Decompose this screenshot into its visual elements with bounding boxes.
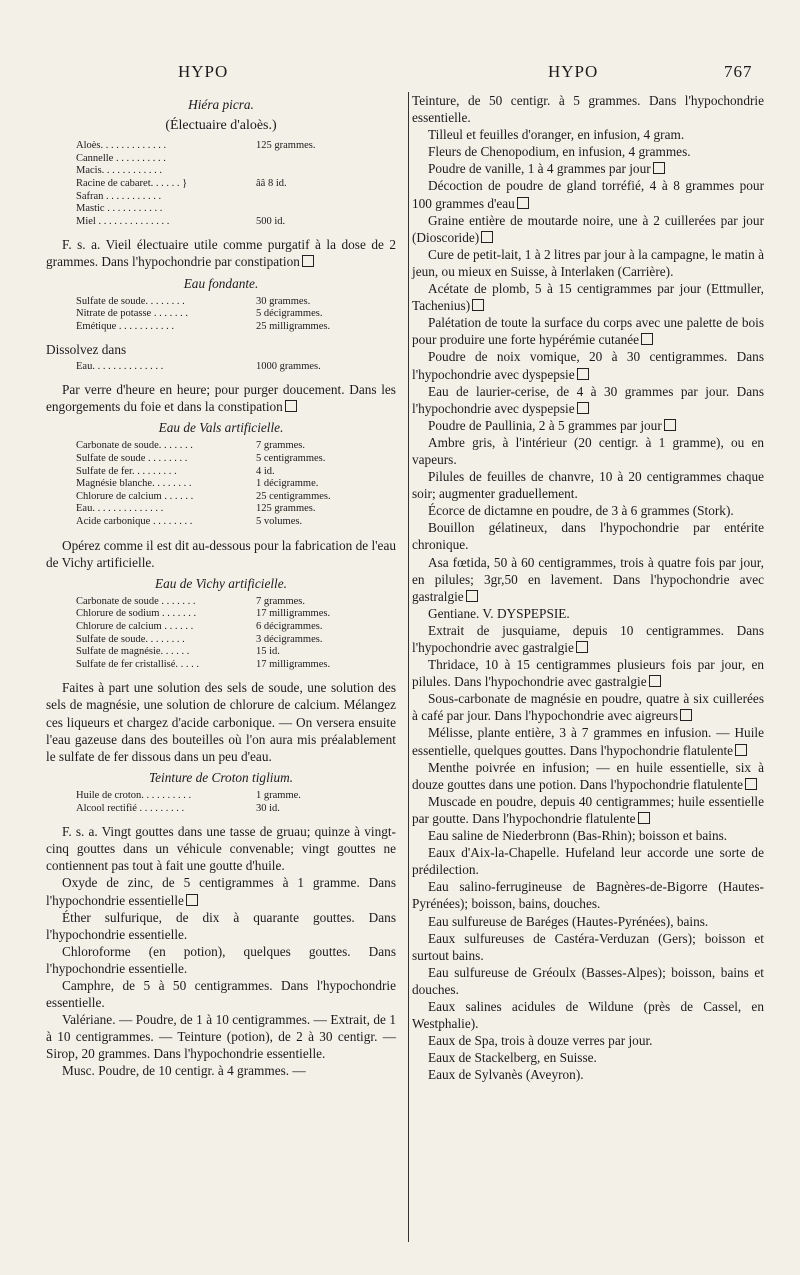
hiera-text-body: F. s. a. Vieil électuaire utile comme purgatif à la dose de 2 grammes. Dans l'hypochondrie par constipation (46, 237, 396, 270)
remedy-text: Extrait de jusquiame, depuis 10 centigrammes. Dans l'hypochondrie avec gastralgie (412, 622, 764, 655)
remedy-paragraph (412, 314, 764, 348)
remedy-text: Palétation de toute la surface du corps avec une palette de bois pour produire une forte hypérémie cutanée (412, 315, 764, 348)
remedy-text: Écorce de dictamne en poudre, de 3 à 6 grammes (Stork). (428, 503, 734, 519)
recipe-row (76, 178, 396, 191)
remedy-paragraph (412, 827, 764, 844)
plus-box-icon (517, 197, 529, 209)
ingredient-quantity: 15 id. (256, 646, 280, 658)
remedy-paragraph (412, 246, 764, 280)
remedy-text: Gentiane. V. DYSPEPSIE. (428, 605, 570, 621)
vichy-recipe (76, 596, 396, 672)
recipe-row (76, 216, 396, 229)
ingredient-quantity: 6 décigrammes. (256, 621, 323, 632)
ingredient-name: Carbonate de soude . . . . . . . (76, 595, 196, 607)
croton-text: F. s. a. Vingt gouttes dans une tasse de gruau; quinze à vingt-cinq gouttes dans un véhicule convenable; vingt gouttes ne contiennent pas tout à fait une goutte d'huile. (46, 824, 396, 874)
remedy-text: Eaux de Sylvanès (Aveyron). (428, 1067, 584, 1083)
remedy-text: Acétate de plomb, 5 à 15 centigrammes par jour (Ettmuller, Tachenius) (412, 281, 764, 314)
ingredient-quantity: 125 grammes. (256, 140, 316, 152)
remedy-text: Eau sulfureuse de Baréges (Hautes-Pyrénées), bains. (428, 913, 709, 929)
recipe-row (76, 503, 396, 516)
recipe-row (76, 321, 396, 334)
recipe-row (76, 165, 396, 178)
eau-line (76, 361, 396, 374)
remedy-text: Eaux d'Aix-la-Chapelle. Hufeland leur accorde une sorte de prédilection. (412, 845, 764, 878)
remedy-paragraph (412, 554, 764, 605)
recipe-row (76, 478, 396, 491)
ingredient-quantity: 5 volumes. (256, 515, 303, 527)
camphre-text: Camphre, de 5 à 50 centigrammes. Dans l'hypochondrie essentielle. (46, 977, 396, 1011)
right-column (398, 92, 764, 1083)
remedy-paragraph (412, 622, 764, 656)
ingredient-name: Macis. . . . . . . . . . . . (76, 165, 163, 177)
remedy-text: Bouillon gélatineux, dans l'hypochondrie par entérite chronique. (412, 520, 764, 553)
plus-box-icon (577, 368, 589, 380)
recipe-row (76, 296, 396, 309)
ingredient-name: Eau. . . . . . . . . . . . . . (76, 360, 164, 372)
ingredient-quantity (256, 203, 376, 216)
running-header (0, 62, 800, 86)
remedy-paragraph (412, 92, 764, 126)
ingredient-quantity: 17 milligrammes. (256, 658, 331, 670)
remedy-paragraph (412, 1066, 764, 1083)
recipe-row (76, 140, 396, 153)
remedy-paragraph (412, 878, 764, 912)
ingredient-quantity: 25 centigrammes. (256, 490, 331, 502)
remedy-text: Thridace, 10 à 15 centigrammes plusieurs fois par jour, en pilules. Dans l'hypochondrie avec gastralgie (412, 657, 764, 690)
remedy-paragraph (412, 126, 764, 143)
ingredient-name: Alcool rectifié . . . . . . . . . (76, 802, 185, 814)
remedy-paragraph (412, 502, 764, 519)
ingredient-name: Cannelle . . . . . . . . . . (76, 152, 166, 164)
recipe-row (76, 491, 396, 504)
remedy-paragraph (412, 964, 764, 998)
recipe-row (76, 466, 396, 479)
fondante-recipe (76, 296, 396, 334)
remedy-text: Poudre de Paullinia, 2 à 5 grammes par jour (428, 417, 662, 433)
ingredient-name: Sulfate de soude . . . . . . . . (76, 452, 188, 464)
recipe-row (76, 790, 396, 803)
remedy-paragraph (412, 1049, 764, 1066)
remedy-paragraph (412, 280, 764, 314)
remedy-text: Muscade en poudre, depuis 40 centigrammes; huile essentielle par goutte. Dans l'hypochondrie flatulente (412, 793, 764, 826)
recipe-row (76, 634, 396, 647)
remedy-text: Fleurs de Chenopodium, en infusion, 4 grammes. (428, 144, 691, 160)
plus-box-icon (649, 675, 661, 687)
page-number: 767 (724, 62, 753, 81)
left-column (46, 92, 396, 1080)
remedy-text: Décoction de poudre de gland torréfié, 4 à 8 grammes pour 100 grammes d'eau (412, 178, 764, 211)
musc-text: Musc. Poudre, de 10 centigr. à 4 grammes. — (62, 1063, 306, 1079)
ingredient-quantity: 7 grammes. (256, 440, 305, 452)
ingredient-name: Nitrate de potasse . . . . . . . (76, 308, 188, 320)
plus-box-icon (285, 400, 297, 412)
chloroforme-text: Chloroforme (en potion), quelques gouttes. Dans l'hypochondrie essentielle. (46, 943, 396, 976)
remedy-paragraph (412, 160, 764, 177)
fondante-text (46, 381, 396, 415)
plus-box-icon (745, 778, 757, 790)
ingredient-quantity: 1 décigramme. (256, 478, 319, 490)
vals-title: Eau de Vals artificielle. (158, 420, 284, 436)
ingredient-quantity: 5 décigrammes. (256, 308, 323, 320)
ingredient-quantity (256, 153, 376, 166)
recipe-row (76, 659, 396, 672)
ingredient-name: Sulfate de soude. . . . . . . . (76, 295, 185, 307)
recipe-row (76, 191, 396, 204)
croton-recipe (76, 790, 396, 815)
remedy-text: Cure de petit-lait, 1 à 2 litres par jour à la campagne, le matin à jeun, ou mieux en Suisse, à Interlaken (Carrière). (412, 246, 764, 279)
plus-box-icon (472, 299, 484, 311)
plus-box-icon (302, 255, 314, 267)
remedy-text: Poudre de vanille, 1 à 4 grammes par jour (428, 161, 651, 177)
ingredient-quantity: 4 id. (256, 465, 275, 477)
remedy-paragraph (412, 143, 764, 160)
ingredient-name: Racine de cabaret. . . . . . } (76, 177, 188, 189)
remedy-paragraph (412, 383, 764, 417)
ingredient-name: Safran . . . . . . . . . . . (76, 190, 162, 202)
plus-box-icon (466, 590, 478, 602)
plus-box-icon (481, 231, 493, 243)
plus-box-icon (577, 402, 589, 414)
plus-box-icon (653, 162, 665, 174)
remedy-text: Eau sulfureuse de Gréoulx (Basses-Alpes); boisson, bains et douches. (412, 964, 764, 997)
plus-box-icon (664, 419, 676, 431)
ingredient-quantity (256, 191, 376, 204)
croton-title: Teinture de Croton tiglium. (148, 769, 294, 785)
ingredient-quantity: 5 centigrammes. (256, 452, 326, 464)
ingredient-name: Émétique . . . . . . . . . . . (76, 320, 174, 332)
right-paragraphs (398, 92, 764, 1083)
valeriane-text: Valériane. — Poudre, de 1 à 10 centigrammes. — Extrait, de 1 à 10 centigrammes. — Teinture (potion), de 2 à 30 centigr. — Sirop, 20 grammes. Dans l'hypochondrie essentielle. (46, 1012, 396, 1062)
ingredient-quantity (256, 165, 376, 178)
remedy-text: Graine entière de moutarde noire, une à 2 cuillerées par jour (Dioscoride) (412, 212, 764, 245)
recipe-row (76, 308, 396, 321)
ingredient-name: Carbonate de soude. . . . . . . (76, 440, 193, 452)
recipe-row (76, 608, 396, 621)
remedy-paragraph (412, 434, 764, 468)
remedy-paragraph (412, 1032, 764, 1049)
recipe-row (76, 453, 396, 466)
ingredient-name: Chlorure de sodium . . . . . . . (76, 608, 197, 620)
remedy-paragraph (412, 417, 764, 434)
ingredient-quantity: 1 gramme. (256, 789, 301, 801)
recipe-row (76, 803, 396, 816)
ingredient-name: Sulfate de magnésie. . . . . . (76, 646, 190, 658)
plus-box-icon (576, 641, 588, 653)
remedy-paragraph (412, 793, 764, 827)
plus-box-icon (638, 812, 650, 824)
vichy-title: Eau de Vichy artificielle. (155, 575, 287, 591)
recipe-row (76, 440, 396, 453)
remedy-text: Eaux de Spa, trois à douze verres par jour. (428, 1033, 653, 1049)
remedy-paragraph (412, 177, 764, 211)
ingredient-name: Acide carbonique . . . . . . . . (76, 515, 193, 527)
recipe-row (76, 153, 396, 166)
header-right-title: HYPO (548, 62, 599, 81)
recipe-row (76, 361, 396, 374)
ingredient-quantity: 25 milligrammes. (256, 320, 331, 332)
ingredient-quantity: 7 grammes. (256, 595, 305, 607)
recipe-row (76, 203, 396, 216)
remedy-paragraph (412, 656, 764, 690)
remedy-text: Eaux de Stackelberg, en Suisse. (428, 1050, 597, 1066)
ingredient-quantity: 500 id. (256, 215, 286, 227)
remedy-text: Poudre de noix vomique, 20 à 30 centigrammes. Dans l'hypochondrie avec dyspepsie (412, 349, 764, 382)
hiera-text (46, 236, 396, 270)
fondante-text-body: Par verre d'heure en heure; pour purger doucement. Dans les engorgements du foie et dans la constipation (46, 382, 396, 415)
ingredient-name: Sulfate de soude. . . . . . . . (76, 633, 185, 645)
plus-box-icon (735, 744, 747, 756)
vals-recipe (76, 440, 396, 528)
remedy-text: Eau saline de Niederbronn (Bas-Rhin); boisson et bains. (428, 828, 728, 844)
ingredient-name: Miel . . . . . . . . . . . . . . (76, 215, 170, 227)
remedy-paragraph (412, 913, 764, 930)
remedy-text: Eaux sulfureuses de Castéra-Verduzan (Gers); boisson et surtout bains. (412, 930, 764, 963)
remedy-paragraph (412, 348, 764, 382)
remedy-text: Ambre gris, à l'intérieur (20 centigr. à 1 gramme), ou en vapeurs. (412, 434, 764, 467)
ingredient-quantity: 30 grammes. (256, 295, 311, 307)
ingredient-name: Chlorure de calcium . . . . . . (76, 490, 194, 502)
remedy-text: Eau de laurier-cerise, de 4 à 30 grammes par jour. Dans l'hypochondrie avec dyspepsie (412, 383, 764, 416)
remedy-text: Sous-carbonate de magnésie en poudre, quatre à six cuillerées à café par jour. Dans l'hypochondrie avec aigreurs (412, 691, 764, 724)
ingredient-quantity: 3 décigrammes. (256, 633, 323, 645)
ether-text: Éther sulfurique, de dix à quarante gouttes. Dans l'hypochondrie essentielle. (46, 909, 396, 942)
ingredient-name: Chlorure de calcium . . . . . . (76, 621, 194, 632)
ingredient-quantity: ââ 8 id. (256, 177, 287, 189)
remedy-text: Eau salino-ferrugineuse de Bagnères-de-Bigorre (Hautes-Pyrénées); boisson, bains, douches. (412, 879, 764, 912)
vals-text: Opérez comme il est dit au-dessous pour la fabrication de l'eau de Vichy artificielle. (46, 537, 396, 570)
remedy-paragraph (412, 759, 764, 793)
recipe-row (76, 646, 396, 659)
hiera-recipe (76, 140, 396, 228)
plus-box-icon (186, 894, 198, 906)
remedy-text: Menthe poivrée en infusion; — en huile essentielle, six à douze gouttes dans une potion. Dans l'hypochondrie flatulente (412, 759, 764, 792)
plus-box-icon (641, 333, 653, 345)
plus-box-icon (680, 709, 692, 721)
remedy-paragraph (412, 724, 764, 758)
ingredient-quantity: 30 id. (256, 802, 280, 814)
remedy-paragraph (412, 690, 764, 724)
ingredient-name: Eau. . . . . . . . . . . . . . (76, 503, 164, 515)
remedy-paragraph (412, 998, 764, 1032)
remedy-text: Asa fœtida, 50 à 60 centigrammes, trois à quatre fois par jour, en pilules; 3gr,50 en lavement. Dans l'hypochondrie avec gastralgie (412, 554, 764, 604)
remedy-paragraph (412, 468, 764, 502)
remedy-text: Mélisse, plante entière, 3 à 7 grammes en infusion. — Huile essentielle, quelques gouttes. Dans l'hypochondrie flatulente (412, 725, 764, 758)
remedy-text: Tilleul et feuilles d'oranger, en infusion, 4 gram. (428, 127, 685, 143)
remedy-paragraph (412, 930, 764, 964)
dissolvez-text: Dissolvez dans (46, 342, 127, 358)
ingredient-name: Magnésie blanche. . . . . . . . (76, 478, 192, 490)
hiera-subtitle: (Électuaire d'aloès.) (165, 118, 277, 134)
recipe-row (76, 596, 396, 609)
ingredient-name: Sulfate de fer cristallisé. . . . . (76, 658, 200, 670)
ingredient-name: Huile de croton. . . . . . . . . . (76, 789, 192, 801)
ingredient-quantity: 125 grammes. (256, 503, 316, 515)
fondante-title: Eau fondante. (183, 275, 259, 291)
oxyde-text-body: Oxyde de zinc, de 5 centigrammes à 1 gramme. Dans l'hypochondrie essentielle (46, 875, 396, 908)
vichy-text: Faites à part une solution des sels de soude, une solution des sels de magnésie, une solution de chlorure de calcium. Mélangez ces liqueurs et chargez d'acide carbonique. — On versera ensuite l'eau gazeuse dans des bouteilles où l'on aura mis préalablement le sulfate de fer dissous dans un peu d'eau. (46, 680, 396, 764)
remedy-paragraph (412, 605, 764, 622)
ingredient-quantity: 1000 grammes. (256, 360, 321, 372)
header-left-title: HYPO (178, 62, 229, 81)
remedy-text: Pilules de feuilles de chanvre, 10 à 20 centigrammes chaque soir; augmenter graduellement. (412, 469, 764, 502)
remedy-paragraph (412, 212, 764, 246)
recipe-row (76, 621, 396, 634)
oxyde-text (46, 874, 396, 908)
ingredient-quantity: 17 milligrammes. (256, 608, 331, 620)
remedy-text: Teinture, de 50 centigr. à 5 grammes. Dans l'hypochondrie essentielle. (412, 93, 764, 126)
hiera-title: Hiéra picra. (188, 97, 254, 112)
remedy-paragraph (412, 519, 764, 553)
ingredient-name: Aloès. . . . . . . . . . . . . (76, 140, 167, 152)
remedy-paragraph (412, 844, 764, 878)
ingredient-name: Mastic . . . . . . . . . . . (76, 203, 163, 215)
recipe-row (76, 516, 396, 529)
ingredient-name: Sulfate de fer. . . . . . . . . (76, 465, 177, 477)
remedy-text: Eaux salines acidules de Wildune (près de Cassel, en Westphalie). (412, 998, 764, 1032)
